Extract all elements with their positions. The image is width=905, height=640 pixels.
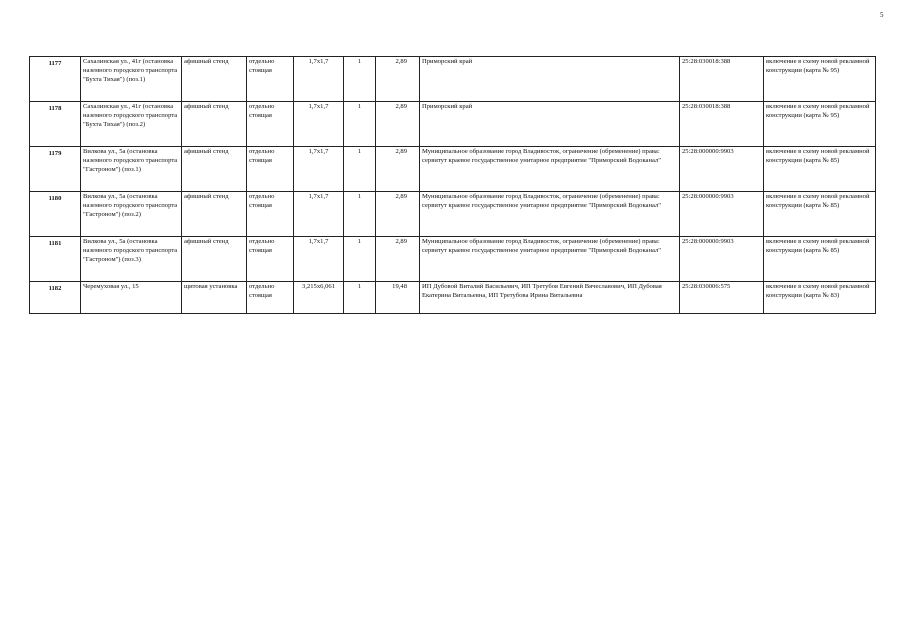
placement-cell: отдельно стоящая <box>247 192 294 237</box>
placement-cell: отдельно стоящая <box>247 57 294 102</box>
page-number: 5 <box>880 11 884 19</box>
table-row <box>30 192 876 237</box>
size-cell: 1,7x1,7 <box>294 102 344 147</box>
structure-type-cell: афишный стенд <box>182 237 247 282</box>
address-cell: Сахалинская ул., 41г (остановка наземного городского транспорта "Бухта Тихая") (поз.2) <box>81 102 182 147</box>
placement-cell: отдельно стоящая <box>247 102 294 147</box>
count-cell: 1 <box>344 237 376 282</box>
note-cell: включение в схему новой рекламной конструкции (карта № 85) <box>764 147 876 192</box>
cadastral-number-cell: 25:28:030018:388 <box>680 102 764 147</box>
cadastral-number-cell: 25:28:000000:9903 <box>680 147 764 192</box>
table-body <box>30 57 876 314</box>
row-number-cell: 1180 <box>30 192 81 237</box>
owner-cell: Муниципальное образование город Владивосток, ограничение (обременение) права: сервитут краевое государственное унитарное предприятие "Приморский Водоканал" <box>420 192 680 237</box>
size-cell: 1,7x1,7 <box>294 192 344 237</box>
advertising-structures-table <box>29 56 876 314</box>
address-cell: Вилкова ул., 5а (остановка наземного городского транспорта "Гастроном") (поз.1) <box>81 147 182 192</box>
size-cell: 3,215x6,061 <box>294 282 344 314</box>
structure-type-cell: щитовая установка <box>182 282 247 314</box>
note-cell: включение в схему новой рекламной конструкции (карта № 85) <box>764 237 876 282</box>
address-cell: Вилкова ул., 5а (остановка наземного городского транспорта "Гастроном") (поз.2) <box>81 192 182 237</box>
structure-type-cell: афишный стенд <box>182 147 247 192</box>
address-cell: Черемуховая ул., 15 <box>81 282 182 314</box>
table-row <box>30 282 876 314</box>
address-cell: Сахалинская ул., 41г (остановка наземного городского транспорта "Бухта Тихая") (поз.1) <box>81 57 182 102</box>
placement-cell: отдельно стоящая <box>247 147 294 192</box>
owner-cell: Муниципальное образование город Владивосток, ограничение (обременение) права: сервитут краевое государственное унитарное предприятие "Приморский Водоканал" <box>420 147 680 192</box>
area-cell: 19,48 <box>376 282 420 314</box>
table-row <box>30 147 876 192</box>
note-cell: включение в схему новой рекламной конструкции (карта № 95) <box>764 57 876 102</box>
cadastral-number-cell: 25:28:000000:9903 <box>680 237 764 282</box>
size-cell: 1,7x1,7 <box>294 57 344 102</box>
table-row <box>30 237 876 282</box>
size-cell: 1,7x1,7 <box>294 237 344 282</box>
row-number-cell: 1178 <box>30 102 81 147</box>
size-cell: 1,7x1,7 <box>294 147 344 192</box>
note-cell: включение в схему новой рекламной конструкции (карта № 85) <box>764 192 876 237</box>
area-cell: 2,89 <box>376 192 420 237</box>
cadastral-number-cell: 25:28:030018:388 <box>680 57 764 102</box>
table-row <box>30 57 876 102</box>
count-cell: 1 <box>344 147 376 192</box>
note-cell: включение в схему новой рекламной конструкции (карта № 83) <box>764 282 876 314</box>
area-cell: 2,89 <box>376 102 420 147</box>
count-cell: 1 <box>344 282 376 314</box>
owner-cell: ИП Дубовой Виталий Васильевич, ИП Третубов Евгений Вячеславович, ИП Дубовая Екатерина Витальевна, ИП Третубова Ирина Витальевна <box>420 282 680 314</box>
cadastral-number-cell: 25:28:030006:575 <box>680 282 764 314</box>
placement-cell: отдельно стоящая <box>247 282 294 314</box>
owner-cell: Приморский край <box>420 57 680 102</box>
table-row <box>30 102 876 147</box>
row-number-cell: 1182 <box>30 282 81 314</box>
count-cell: 1 <box>344 192 376 237</box>
row-number-cell: 1179 <box>30 147 81 192</box>
cadastral-number-cell: 25:28:000000:9903 <box>680 192 764 237</box>
structure-type-cell: афишный стенд <box>182 102 247 147</box>
count-cell: 1 <box>344 102 376 147</box>
owner-cell: Приморский край <box>420 102 680 147</box>
placement-cell: отдельно стоящая <box>247 237 294 282</box>
area-cell: 2,89 <box>376 147 420 192</box>
note-cell: включение в схему новой рекламной конструкции (карта № 95) <box>764 102 876 147</box>
area-cell: 2,89 <box>376 237 420 282</box>
row-number-cell: 1177 <box>30 57 81 102</box>
count-cell: 1 <box>344 57 376 102</box>
owner-cell: Муниципальное образование город Владивосток, ограничение (обременение) права: сервитут краевое государственное унитарное предприятие "Приморский Водоканал" <box>420 237 680 282</box>
area-cell: 2,89 <box>376 57 420 102</box>
structure-type-cell: афишный стенд <box>182 57 247 102</box>
row-number-cell: 1181 <box>30 237 81 282</box>
address-cell: Вилкова ул., 5а (остановка наземного городского транспорта "Гастроном") (поз.3) <box>81 237 182 282</box>
structure-type-cell: афишный стенд <box>182 192 247 237</box>
